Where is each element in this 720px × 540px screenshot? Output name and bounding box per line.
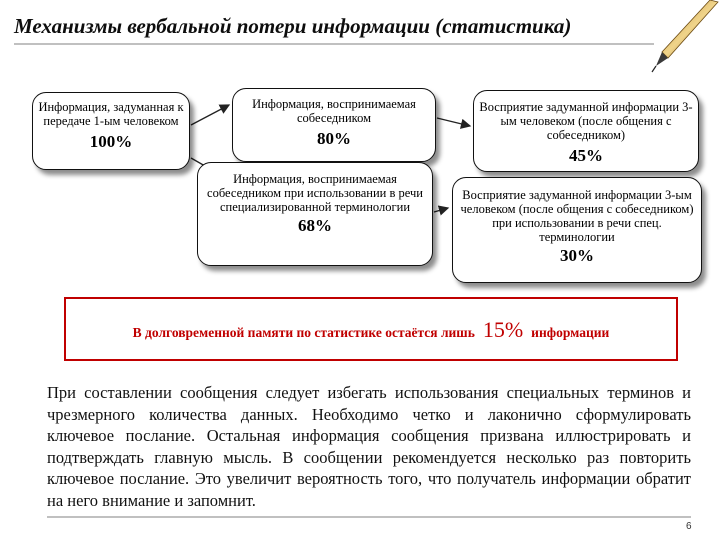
box-listener-percent: 80% [317,129,351,148]
page-title: Механизмы вербальной потери информации (статистика) [14,14,572,38]
box-third-person-terminology-percent: 30% [560,246,594,265]
box-third-person-text: Восприятие задуманной информации 3-ым человеком (после общения с собеседником) [479,100,693,142]
callout-text-before: В долговременной памяти по статистике остаётся лишь [132,325,475,340]
bottom-divider [47,516,691,518]
box-first-person-text: Информация, задуманная к передаче 1-ым человеком [38,100,184,128]
box-listener-terminology [197,162,433,266]
callout-percent: 15% [482,317,524,342]
box-listener-terminology-percent: 68% [298,216,332,235]
box-first-person [32,92,190,170]
page-number: 6 [686,521,692,532]
box-first-person-percent: 100% [89,132,133,151]
body-paragraph: При составлении сообщения следует избегать использования специальных терминов и чрезмерного количества данных. Необходимо четко и лаконично сформулировать ключевое послание. Остальная информация сообщения призвана иллюстрировать и подтверждать главную мысль. В сообщении рекомендуется несколько раз повторить ключевое послание. Это увеличит вероятность того, что получатель информации обратит на него внимание и запомнит. [47,383,691,510]
arrow-b2-b3 [437,118,470,126]
box-third-person-terminology-text: Восприятие задуманной информации 3-ым человеком (после общения с собеседником) при использовании в речи спец. терминологии [460,188,694,244]
pen-icon [640,0,720,80]
arrow-b4-b5 [434,208,448,212]
box-listener-terminology-text: Информация, воспринимаемая собеседником при использовании в речи специализированной терминологии [207,172,423,214]
arrow-b1-b2 [191,105,229,125]
title-divider [14,43,654,45]
box-third-person-percent: 45% [569,146,603,165]
callout-text-after: информации [531,325,610,340]
box-listener [232,88,436,162]
long-term-memory-callout [64,297,678,361]
box-third-person-terminology [452,177,702,283]
box-listener-text: Информация, воспринимаемая собеседником [252,97,416,125]
box-third-person [473,90,699,172]
